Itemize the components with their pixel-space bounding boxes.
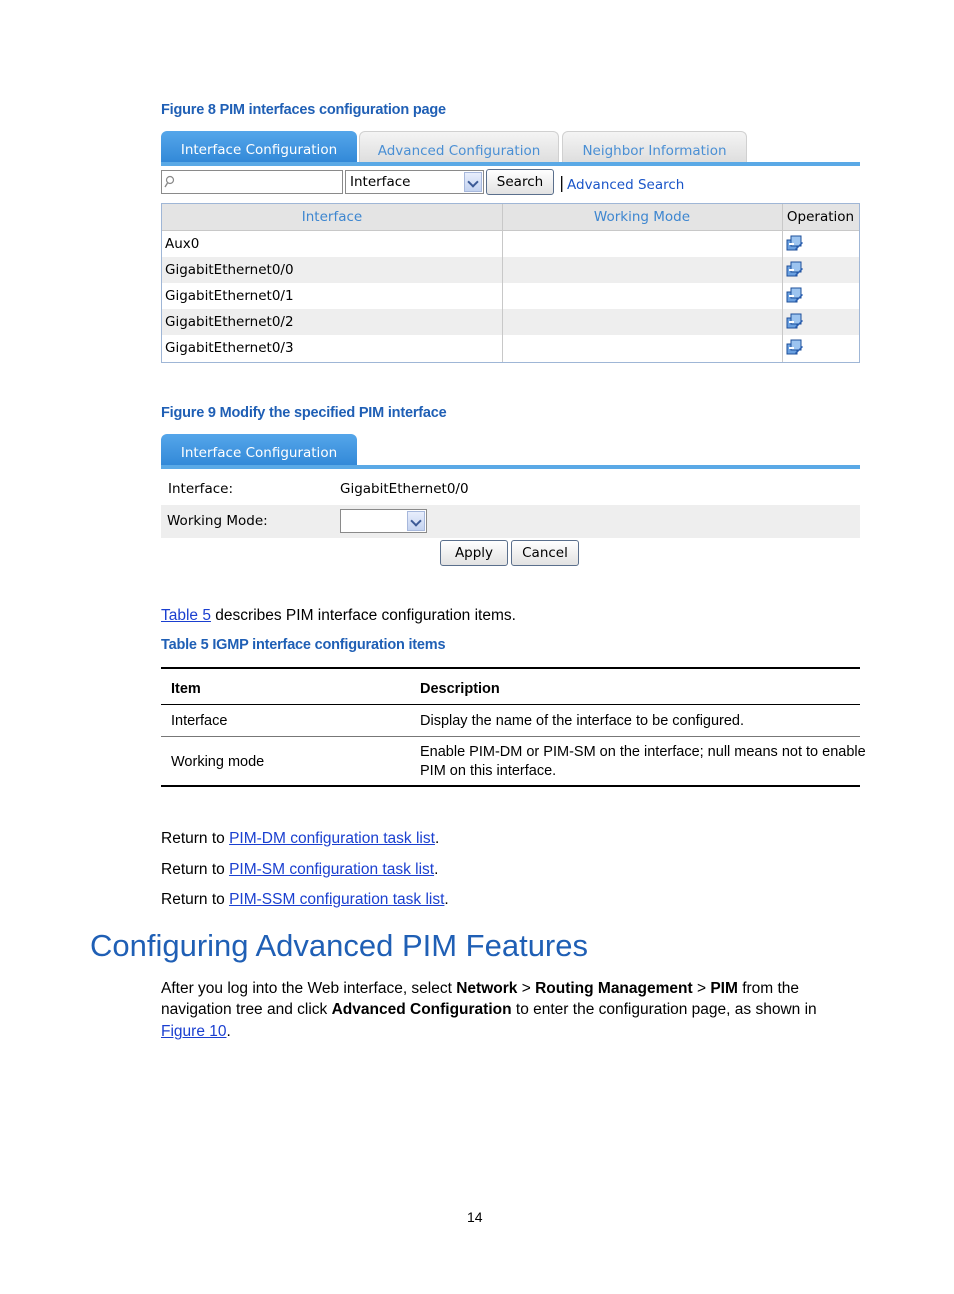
- row-interface: GigabitEthernet0/1: [165, 288, 294, 304]
- edit-icon[interactable]: [786, 339, 804, 357]
- tab-interface-configuration[interactable]: Interface Configuration: [161, 131, 357, 165]
- menu-network: Network: [456, 980, 518, 997]
- section-paragraph-line2: [161, 1001, 863, 1019]
- table-row: [162, 309, 859, 335]
- menu-routing-management: Routing Management: [535, 980, 693, 997]
- menu-advanced-configuration: Advanced Configuration: [331, 1001, 512, 1018]
- tab-interface-configuration-edit[interactable]: Interface Configuration: [161, 434, 357, 468]
- interface-label: Interface:: [168, 481, 233, 497]
- tab-advanced-configuration[interactable]: Advanced Configuration: [359, 131, 559, 165]
- pim-ssm-task-list-link[interactable]: PIM-SSM configuration task list: [229, 891, 445, 908]
- search-field-value: Interface: [350, 174, 411, 190]
- return-prefix: Return to: [161, 830, 230, 847]
- return-suffix: .: [444, 891, 449, 908]
- table5-caption: Table 5 IGMP interface configuration items: [161, 637, 446, 653]
- table-row: [162, 283, 859, 309]
- table5-row2-description-line1: Enable PIM-DM or PIM-SM on the interface; null means not to enable: [420, 744, 866, 760]
- row-interface: GigabitEthernet0/2: [165, 314, 294, 330]
- return-prefix: Return to: [161, 891, 230, 908]
- return-line: [161, 891, 449, 909]
- interface-table: [161, 203, 860, 363]
- search-icon: [164, 175, 178, 189]
- edit-icon[interactable]: [786, 287, 804, 305]
- return-line: [161, 830, 439, 848]
- table-row: [162, 231, 859, 257]
- text: After you log into the Web interface, select: [161, 980, 457, 997]
- text: >: [692, 980, 711, 997]
- return-suffix: .: [434, 861, 439, 878]
- table5-row2-item: Working mode: [171, 754, 265, 770]
- text: >: [517, 980, 536, 997]
- search-input[interactable]: [161, 170, 343, 194]
- search-field-select[interactable]: [345, 170, 484, 194]
- pim-sm-task-list-link[interactable]: PIM-SM configuration task list: [229, 861, 435, 878]
- row-interface: Aux0: [165, 236, 200, 252]
- table-row: [162, 335, 859, 361]
- table5-row2-description-line2: PIM on this interface.: [420, 763, 557, 779]
- figure8-caption: Figure 8 PIM interfaces configuration page: [161, 102, 446, 118]
- return-prefix: Return to: [161, 861, 230, 878]
- table5-link[interactable]: Table 5: [161, 607, 211, 624]
- tab-underline: [161, 465, 860, 469]
- col-divider: [502, 204, 503, 362]
- cancel-button[interactable]: Cancel: [511, 540, 579, 566]
- working-mode-select[interactable]: [340, 509, 427, 533]
- return-suffix: .: [434, 830, 440, 847]
- col-header-operation: Operation: [782, 204, 859, 231]
- return-line: [161, 861, 438, 879]
- section-paragraph-line1: [161, 980, 863, 998]
- separator: |: [559, 173, 565, 192]
- table-row-rule: [161, 736, 860, 737]
- edit-icon[interactable]: [786, 261, 804, 279]
- text: to enter the configuration page, as shown in: [511, 1001, 817, 1018]
- table-row: [162, 257, 859, 283]
- table-bottom-rule: [161, 785, 860, 787]
- tab-underline: [161, 162, 860, 166]
- search-button[interactable]: Search: [486, 169, 554, 195]
- advanced-search-link[interactable]: Advanced Search: [567, 177, 685, 193]
- figure9-caption: Figure 9 Modify the specified PIM interface: [161, 405, 447, 421]
- col-header-interface[interactable]: Interface: [162, 204, 502, 231]
- col-divider: [782, 204, 783, 362]
- pim-dm-task-list-link[interactable]: PIM-DM configuration task list: [229, 830, 435, 847]
- tab-neighbor-information[interactable]: Neighbor Information: [562, 131, 747, 165]
- text: from the: [737, 980, 800, 997]
- table5-row1-item: Interface: [171, 713, 228, 729]
- chevron-down-icon: [407, 511, 425, 531]
- edit-icon[interactable]: [786, 313, 804, 331]
- section-paragraph-line3: [161, 1023, 231, 1041]
- table-header-rule: [161, 704, 860, 705]
- text: navigation tree and click: [161, 1001, 332, 1018]
- interface-value: GigabitEthernet0/0: [340, 481, 469, 497]
- intro-paragraph: [161, 607, 516, 625]
- section-heading: Configuring Advanced PIM Features: [90, 928, 588, 963]
- menu-pim: PIM: [710, 980, 738, 997]
- intro-text: describes PIM interface configuration items.: [210, 607, 516, 624]
- table5-header-item: Item: [171, 681, 201, 697]
- apply-button[interactable]: Apply: [440, 540, 508, 566]
- table-top-rule: [161, 667, 860, 669]
- row-interface: GigabitEthernet0/3: [165, 340, 294, 356]
- col-header-working-mode[interactable]: Working Mode: [502, 204, 782, 231]
- edit-icon[interactable]: [786, 235, 804, 253]
- row-interface: GigabitEthernet0/0: [165, 262, 294, 278]
- page-number: 14: [467, 1209, 483, 1225]
- table5-row1-description: Display the name of the interface to be configured.: [420, 713, 745, 729]
- working-mode-label: Working Mode:: [167, 513, 268, 529]
- table5-header-description: Description: [420, 681, 500, 697]
- figure10-link[interactable]: Figure 10: [161, 1023, 227, 1040]
- chevron-down-icon: [464, 172, 482, 192]
- text: .: [226, 1023, 231, 1040]
